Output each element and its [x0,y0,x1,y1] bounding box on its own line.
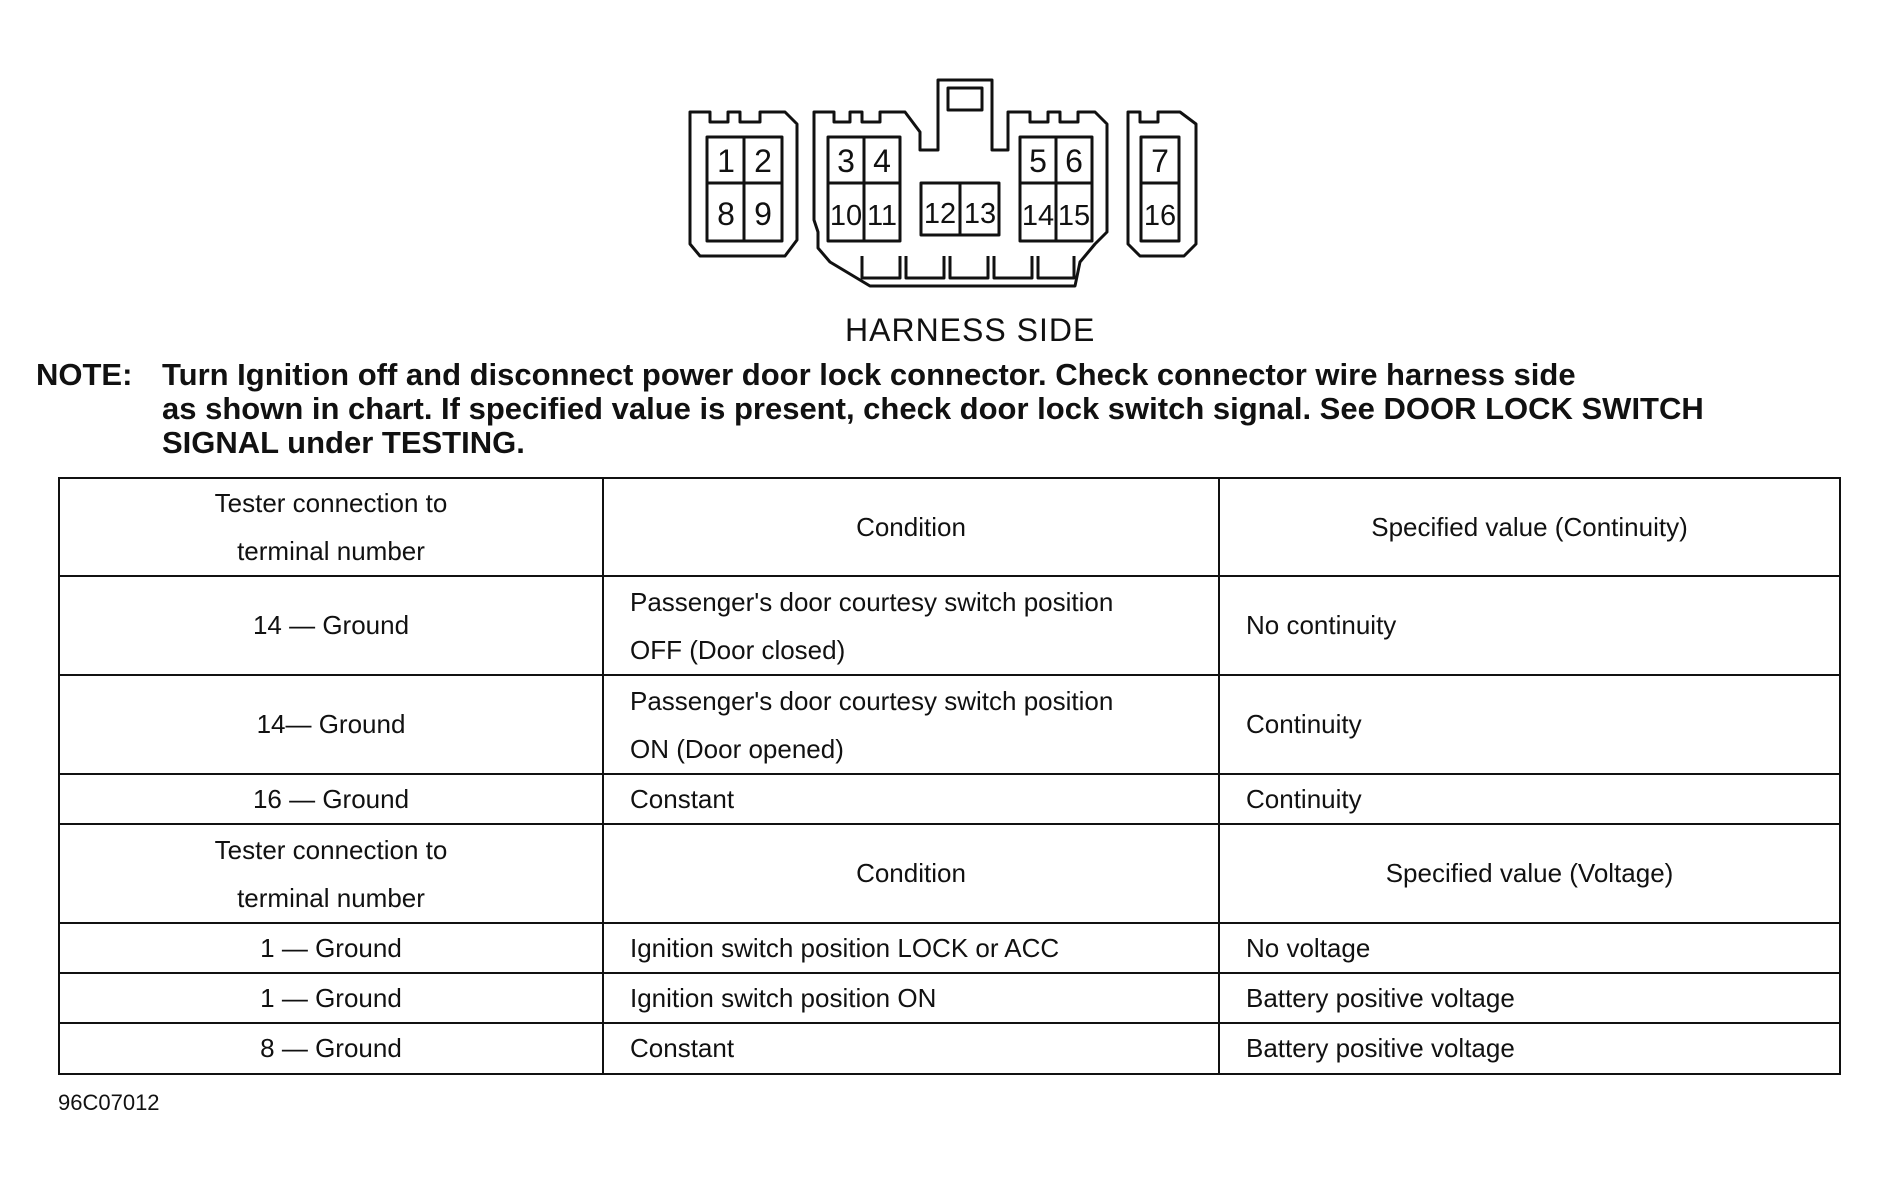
pin-label: 7 [1151,143,1169,179]
pin-label: 14 [1021,200,1055,232]
table-row [59,973,1840,1023]
pin-label: 5 [1029,143,1047,179]
note-line-1: Turn Ignition off and disconnect power door lock connector. Check connector wire harness side [162,357,1576,392]
header-condition: Condition [603,824,1219,923]
header-tester-connection: Tester connection to terminal number [59,824,603,923]
pin-label: 13 [963,198,997,230]
table-header-row [59,824,1840,923]
header-condition: Condition [603,478,1219,576]
pin-label: 6 [1065,143,1083,179]
header-specified-value: Specified value (Continuity) [1219,478,1840,576]
connector-bottom-keys [862,256,1074,278]
cell-condition: Passenger's door courtesy switch position ON (Door opened) [603,675,1219,774]
pin-label: 2 [754,143,772,179]
harness-side-caption: HARNESS SIDE [845,312,1096,348]
header-specified-value: Specified value (Voltage) [1219,824,1840,923]
pin-label: 10 [829,200,863,232]
table-row [59,774,1840,824]
cell-terminal: 16 — Ground [59,774,603,824]
pin-label: 15 [1057,200,1091,232]
cell-condition: Passenger's door courtesy switch position OFF (Door closed) [603,576,1219,675]
cell-terminal: 1 — Ground [59,973,603,1023]
cell-condition: Constant [603,1023,1219,1074]
connector-diagram [0,0,1881,300]
note-line-3: SIGNAL under TESTING. [162,425,525,460]
note-line-2: as shown in chart. If specified value is present, check door lock switch signal. See DOOR LOCK SWITCH [162,391,1704,426]
pin-label: 1 [717,143,735,179]
table-row [59,576,1840,675]
pin-label: 12 [923,198,957,230]
cell-value: Continuity [1219,675,1840,774]
cell-value: No voltage [1219,923,1840,973]
cell-terminal: 14— Ground [59,675,603,774]
note-block [36,358,1704,460]
pin-label: 16 [1143,200,1177,232]
table-row [59,675,1840,774]
cell-condition: Ignition switch position ON [603,973,1219,1023]
table-row [59,1023,1840,1074]
specification-table [58,477,1841,1075]
figure-code: 96C07012 [58,1090,160,1115]
pin-label: 8 [717,196,735,232]
table-row [59,923,1840,973]
cell-value: Battery positive voltage [1219,1023,1840,1074]
cell-value: No continuity [1219,576,1840,675]
cell-terminal: 14 — Ground [59,576,603,675]
pin-label: 11 [866,200,898,232]
pin-label: 4 [873,143,891,179]
cell-terminal: 8 — Ground [59,1023,603,1074]
header-tester-connection: Tester connection to terminal number [59,478,603,576]
connector-latch [948,88,982,110]
cell-condition: Constant [603,774,1219,824]
cell-value: Continuity [1219,774,1840,824]
cell-terminal: 1 — Ground [59,923,603,973]
pin-label: 9 [754,196,772,232]
cell-value: Battery positive voltage [1219,973,1840,1023]
cell-condition: Ignition switch position LOCK or ACC [603,923,1219,973]
table-header-row [59,478,1840,576]
pin-label: 3 [837,143,855,179]
note-label: NOTE: [36,357,133,392]
